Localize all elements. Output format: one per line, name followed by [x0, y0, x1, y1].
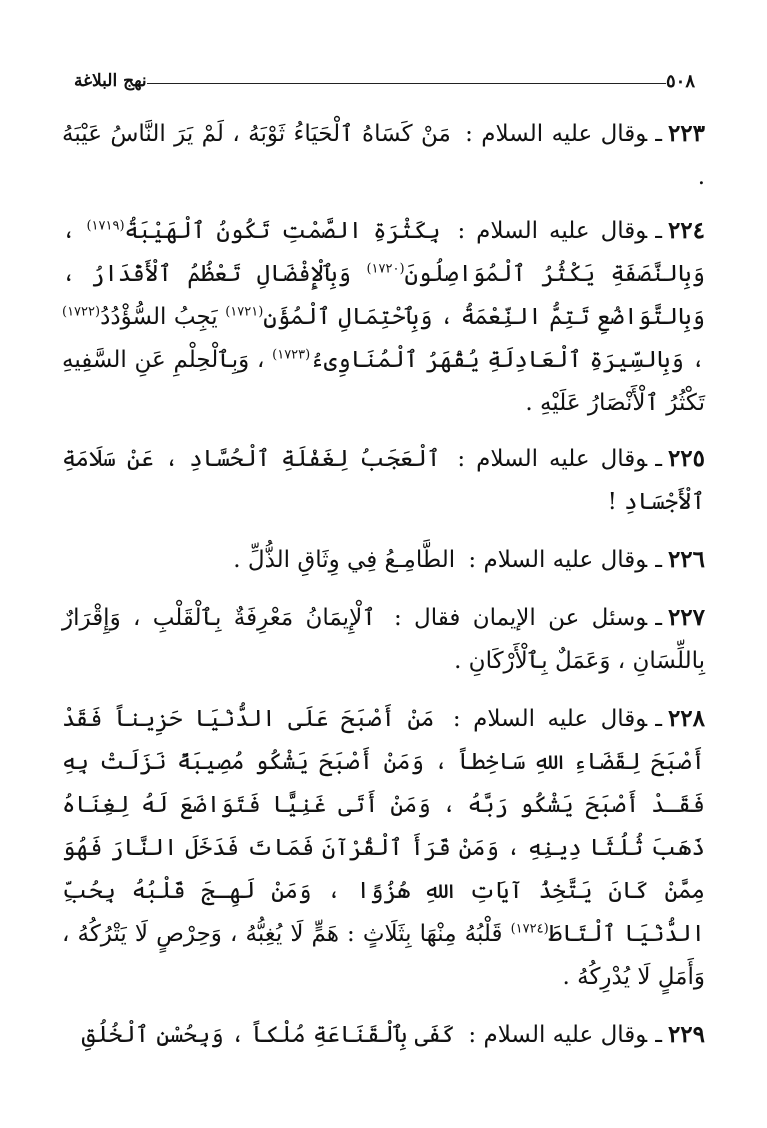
saying-number: ٢٢٥ — [667, 445, 706, 472]
saying-text: قَلْبُهُ مِنْهَا بِثَلَاثٍ : هَمٍّ لَا يُغِبُّهُ ، وَحِرْصٍ لَا يَتْرُكُهُ ، وَأَمَلٍ لَا يُدْرِكُهُ . — [62, 921, 705, 990]
saying-228 — [62, 697, 705, 999]
saying-223 — [62, 112, 705, 199]
saying-number: ٢٢٦ — [667, 546, 705, 573]
saying-intro: وقال عليه السلام : — [457, 446, 648, 472]
footnote-marker: (١٧١٩) — [86, 218, 125, 234]
saying-text: الطَّامِـعُ فِي وِثَاقِ الذُّلِّ . — [233, 547, 456, 573]
saying-text: وَبِٱلْإِفْضَالِ تَعْظُمُ ٱلْأَقْدَارُ ، وَبِالتَّوَاضُعِ تَتِمُّ النِّعْمَةُ ، وَبِٱحْتِمَالِ ٱلْمُؤَنِ — [62, 261, 705, 330]
saying-dash: ـ — [655, 218, 662, 244]
saying-text: كَفَى بِٱلْقَنَاعَةِ مُلْكاً ، وَبِحُسْنِ ٱلْخُلُقِ — [81, 1022, 456, 1048]
saying-226 — [62, 538, 705, 582]
footnote-marker: (١٧٢٣) — [272, 347, 311, 363]
saying-number: ٢٢٨ — [667, 705, 705, 732]
footnote-marker: (١٧٢٤) — [510, 921, 549, 937]
saying-intro: وقال عليه السلام : — [465, 121, 648, 147]
footnote-marker: (١٧٢٠) — [366, 261, 405, 277]
saying-dash: ـ — [655, 706, 662, 732]
saying-text: ، وَبِالسِّيرَةِ ٱلْعَادِلَةِ يُقْهَرُ ٱلْمُنَاوِىءُ — [310, 347, 705, 373]
saying-dash: ـ — [655, 605, 662, 631]
saying-number: ٢٢٧ — [667, 604, 705, 631]
saying-text: مَنْ كَسَاهُ ٱلْحَيَاءُ ثَوْبَهُ ، لَمْ يَرَ النَّاسُ عَيْبَهُ . — [62, 121, 705, 190]
footnote-marker: (١٧٢٢) — [62, 304, 101, 320]
saying-intro: وقال عليه السلام : — [468, 547, 648, 573]
header-rule — [147, 83, 666, 84]
saying-text: ، وَبِٱلْحِلْمِ عَنِ السَّفِيهِ تَكْثُرُ ٱلْأَنْصَارُ عَلَيْهِ . — [62, 347, 705, 416]
saying-dash: ـ — [655, 121, 662, 147]
footnote-marker: (١٧٢١) — [225, 304, 264, 320]
saying-number: ٢٢٣ — [667, 120, 705, 147]
saying-dash: ـ — [655, 547, 662, 573]
running-header — [62, 66, 707, 96]
saying-text: ، وَبِالنَّصَفَةِ يَكْثُرُ ٱلْمُوَاصِلُونَ — [62, 218, 705, 287]
saying-dash: ـ — [655, 446, 662, 472]
saying-text: مَنْ أَصْبَحَ عَلَى الدُّنْيَا حَزِيناً فَقَدْ أَصْبَحَ لِقَضَاءِ اللهِ سَاخِطاً ، وَمَنْ أَصْبَحَ يَشْكُو مُصِيبَةً نَزَلَتْ بِهِ فَقَـدْ أَصْبَحَ يَشْكُو رَبَّهُ ، وَمَنْ أَتَى غَنِيًّا فَتَوَاضَعَ لَهُ لِغِنَاهُ ذَهَبَ ثُلُثَا دِينِهِ ، وَمَنْ قَرَأَ ٱلْقُرْآنَ فَمَاتَ فَدَخَلَ النَّارَ فَهُوَ مِمَّنْ كَانَ يَتَّخِذُ آيَاتِ اللهِ هُزُوًا ، وَمَنْ لَهِـجَ قَلْبُهُ بِحُبِّ الدُّنْيَا ٱلْتَاطَ — [62, 706, 705, 947]
saying-intro: وقال عليه السلام : — [452, 706, 648, 732]
saying-number: ٢٢٤ — [667, 217, 705, 244]
saying-229 — [62, 1013, 705, 1057]
saying-dash: ـ — [655, 1022, 662, 1048]
saying-text: بِكَثْرَةِ الصَّمْتِ تَكُونُ ٱلْهَيْبَةُ — [124, 218, 441, 244]
saying-text: يَجِبُ السُّؤْدُدُ — [100, 304, 226, 330]
saying-text: ٱلْإِيمَانُ مَعْرِفَةٌ بِٱلْقَلْبِ ، وَإِقْرَارٌ بِاللِّسَانِ ، وَعَمَلٌ بِٱلْأَرْكَانِ . — [62, 605, 705, 674]
page-number: ٥٠٨ — [665, 70, 695, 92]
saying-224 — [62, 209, 705, 425]
saying-text: ٱلْعَجَبُ لِغَفْلَةِ ٱلْحُسَّادِ ، عَنْ سَلَامَةِ ٱلْأَجْسَادِ ! — [62, 446, 705, 515]
saying-225 — [62, 437, 705, 524]
book-title: نهج البلاغة — [74, 71, 147, 91]
saying-number: ٢٢٩ — [667, 1021, 705, 1048]
page-body — [62, 112, 705, 1069]
saying-intro: وسئل عن الإيمان فقال : — [394, 605, 648, 631]
saying-intro: وقال عليه السلام : — [457, 218, 648, 244]
saying-intro: وقال عليه السلام : — [468, 1022, 648, 1048]
saying-227 — [62, 596, 705, 683]
